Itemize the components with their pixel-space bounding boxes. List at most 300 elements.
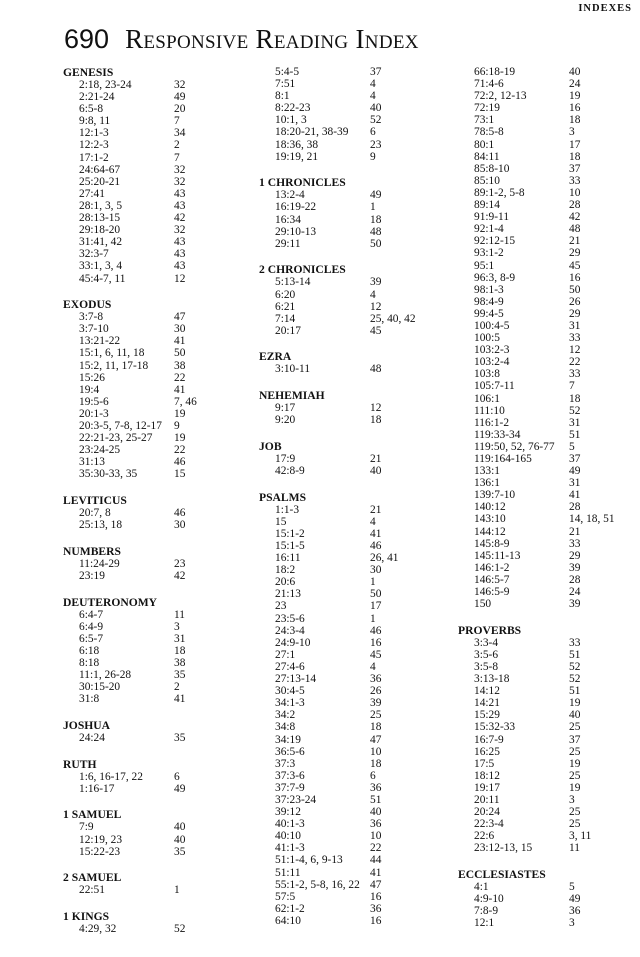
reading-number: 16: [370, 636, 382, 649]
reading-number: 31: [174, 632, 186, 645]
reading-number: 25: [569, 769, 581, 782]
index-entry: [458, 893, 638, 905]
index-entry: [458, 685, 638, 697]
index-column-1: [63, 66, 253, 949]
index-entry: [63, 347, 253, 359]
reading-number: 3: [569, 126, 575, 139]
index-entry: [458, 368, 638, 380]
reading-number: 32: [174, 163, 186, 176]
index-entry: [259, 126, 454, 138]
scripture-reference: 4:9-10: [474, 893, 504, 906]
index-entry: [458, 489, 638, 501]
reading-number: 19: [174, 432, 186, 445]
index-entry: [458, 429, 638, 441]
reading-number: 18: [569, 392, 581, 405]
scripture-reference: 27:41: [79, 187, 105, 200]
scripture-reference: 144:12: [474, 525, 506, 538]
scripture-reference: 34:2: [275, 709, 296, 722]
reading-number: 48: [370, 363, 382, 376]
scripture-reference: 103:2-4: [474, 356, 510, 369]
reading-number: 49: [569, 893, 581, 906]
scripture-reference: 12:1-3: [79, 127, 109, 140]
index-entry: [458, 806, 638, 818]
index-entry: [458, 501, 638, 513]
scripture-reference: 105:7-11: [474, 380, 515, 393]
scripture-reference: 57:5: [275, 890, 296, 903]
book-heading: 2 CHRONICLES: [259, 263, 346, 277]
reading-number: 31: [569, 477, 581, 490]
reading-number: 11: [174, 608, 185, 621]
index-entry: [259, 414, 454, 426]
scripture-reference: 18:12: [474, 769, 500, 782]
scripture-reference: 16:25: [474, 745, 500, 758]
book-heading: 2 SAMUEL: [63, 871, 122, 885]
reading-number: 35: [174, 732, 186, 744]
book-heading: RUTH: [63, 757, 97, 771]
reading-number: 43: [174, 199, 186, 212]
index-entry: [458, 917, 638, 929]
reading-number: 21: [569, 235, 581, 248]
scripture-reference: 12:19, 23: [79, 833, 123, 846]
reading-number: 48: [569, 223, 581, 236]
reading-number: 4: [370, 660, 376, 673]
scripture-reference: 12:2-3: [79, 139, 109, 152]
reading-number: 47: [370, 878, 382, 891]
book-heading: NEHEMIAH: [259, 389, 325, 403]
reading-number: 16: [370, 914, 382, 927]
reading-number: 51: [569, 648, 581, 661]
reading-number: 34: [174, 127, 186, 140]
scripture-reference: 40:1-3: [275, 818, 305, 831]
scripture-reference: 55:1-2, 5-8, 16, 22: [275, 878, 360, 891]
scripture-reference: 140:12: [474, 501, 506, 514]
reading-number: 20: [174, 103, 186, 116]
scripture-reference: 72:2, 12-13: [474, 90, 527, 103]
scripture-reference: 13:2-4: [275, 189, 305, 202]
scripture-reference: 10:1, 3: [275, 114, 307, 127]
scripture-reference: 1:6, 16-17, 22: [79, 770, 143, 783]
reading-number: 49: [370, 189, 382, 202]
reading-number: 41: [370, 866, 382, 879]
index-entry: [458, 881, 638, 893]
scripture-reference: 93:1-2: [474, 247, 504, 260]
index-entry: [458, 562, 638, 574]
index-entry: [63, 115, 253, 127]
index-entry: [63, 507, 253, 519]
reading-number: 24: [569, 586, 581, 599]
reading-number: 32: [174, 79, 186, 91]
reading-number: 4: [370, 78, 376, 91]
reading-number: 40: [370, 465, 382, 478]
scripture-reference: 28:13-15: [79, 212, 121, 225]
index-entry: [63, 188, 253, 200]
index-entry: [458, 163, 638, 175]
reading-number: 28: [569, 501, 581, 514]
scripture-reference: 24:3-4: [275, 624, 305, 637]
index-entry: [63, 771, 253, 783]
reading-number: 50: [370, 588, 382, 601]
reading-number: 37: [569, 733, 581, 746]
index-entry: [63, 570, 253, 582]
reading-number: 21: [569, 525, 581, 538]
index-entry: [63, 248, 253, 260]
index-entry: [259, 734, 454, 746]
scripture-reference: 23:24-25: [79, 444, 121, 457]
reading-number: 45: [370, 648, 382, 661]
reading-number: 40: [174, 821, 186, 834]
scripture-reference: 19:5-6: [79, 395, 109, 408]
index-entry: [458, 344, 638, 356]
book-section: [259, 440, 454, 477]
book-heading: DEUTERONOMY: [63, 595, 158, 609]
scripture-reference: 7:8-9: [474, 905, 499, 918]
scripture-reference: 64:10: [275, 914, 301, 927]
index-entry: [458, 247, 638, 259]
reading-number: 1: [370, 612, 376, 625]
book-section: [63, 910, 253, 935]
reading-number: 43: [174, 260, 186, 273]
reading-number: 52: [569, 661, 581, 673]
book-heading: 1 CHRONICLES: [259, 176, 346, 190]
index-entry: [458, 830, 638, 842]
scripture-reference: 18:2: [275, 564, 296, 577]
index-entry: [63, 821, 253, 833]
index-entry: [259, 78, 454, 90]
scripture-reference: 7:9: [79, 821, 94, 834]
book-section: [63, 596, 253, 706]
index-entry: [458, 90, 638, 102]
index-entry: [458, 308, 638, 320]
index-entry: [259, 721, 454, 733]
scripture-reference: 16:11: [275, 552, 301, 565]
scripture-reference: 6:18: [79, 644, 100, 657]
reading-number: 7: [174, 115, 180, 128]
reading-number: 2: [174, 681, 180, 694]
index-entry: [259, 226, 454, 238]
scripture-reference: 34:19: [275, 733, 301, 746]
index-entry: [259, 102, 454, 114]
index-entry: [458, 441, 638, 453]
reading-number: 5: [569, 440, 575, 453]
reading-number: 35: [174, 845, 186, 858]
index-entry: [458, 538, 638, 550]
scripture-reference: 119:164-165: [474, 453, 532, 465]
scripture-reference: 6:4-7: [79, 608, 104, 621]
index-entry: [458, 260, 638, 272]
book-section: [259, 350, 454, 375]
index-entry: [458, 782, 638, 794]
reading-number: 41: [174, 335, 186, 348]
scripture-reference: 20:6: [275, 576, 296, 589]
reading-number: 37: [370, 66, 382, 78]
index-entry: [458, 320, 638, 332]
reading-number: 10: [370, 745, 382, 758]
reading-number: 36: [370, 902, 382, 915]
index-entry: [259, 66, 454, 78]
reading-number: 12: [370, 402, 382, 415]
reading-number: 22: [569, 356, 581, 369]
scripture-reference: 28:1, 3, 5: [79, 199, 123, 212]
reading-number: 43: [174, 236, 186, 249]
scripture-reference: 15:1-5: [275, 540, 305, 552]
scripture-reference: 12:1: [474, 917, 495, 930]
scripture-reference: 19:4: [79, 383, 100, 396]
reading-number: 41: [569, 489, 581, 502]
scripture-reference: 9:17: [275, 402, 296, 415]
scripture-reference: 37:3: [275, 757, 296, 770]
scripture-reference: 15:1, 6, 11, 18: [79, 347, 145, 360]
reading-number: 22: [370, 842, 382, 855]
reading-number: 38: [174, 359, 186, 372]
scripture-reference: 145:11-13: [474, 549, 521, 562]
scripture-reference: 73:1: [474, 114, 495, 127]
scripture-reference: 8:1: [275, 90, 290, 103]
reading-number: 32: [174, 175, 186, 188]
reading-number: 18: [370, 213, 382, 226]
scripture-reference: 6:21: [275, 300, 296, 313]
scripture-reference: 15:1-2: [275, 527, 305, 540]
scripture-reference: 21:13: [275, 588, 301, 601]
index-entry: [63, 79, 253, 91]
index-entry: [63, 139, 253, 151]
scripture-reference: 39:12: [275, 806, 301, 819]
scripture-reference: 3:13-18: [474, 673, 510, 686]
index-entry: [63, 212, 253, 224]
scripture-reference: 34:1-3: [275, 697, 305, 710]
reading-number: 41: [370, 527, 382, 540]
reading-number: 31: [569, 416, 581, 429]
book-section: [63, 808, 253, 857]
index-entry: [458, 721, 638, 733]
scripture-reference: 8:22-23: [275, 102, 311, 115]
index-entry: [63, 645, 253, 657]
scripture-reference: 35:30-33, 35: [79, 468, 138, 481]
scripture-reference: 4:29, 32: [79, 923, 117, 936]
scripture-reference: 15:2, 11, 17-18: [79, 359, 149, 372]
index-entry: [259, 661, 454, 673]
index-entry: [458, 746, 638, 758]
index-entry: [63, 260, 253, 272]
reading-number: 10: [569, 186, 581, 199]
index-entry: [259, 637, 454, 649]
reading-number: 32: [174, 224, 186, 237]
reading-number: 17: [370, 600, 382, 613]
index-entry: [63, 152, 253, 164]
reading-number: 40: [569, 709, 581, 722]
book-section: [63, 66, 253, 285]
scripture-reference: 25:13, 18: [79, 519, 123, 532]
reading-number: 43: [174, 248, 186, 261]
index-entry: [259, 903, 454, 915]
index-entry: [259, 504, 454, 516]
reading-number: 33: [569, 368, 581, 381]
index-entry: [259, 465, 454, 477]
scripture-reference: 14:12: [474, 685, 500, 698]
reading-number: 40: [370, 806, 382, 819]
index-entry: [63, 273, 253, 285]
scripture-reference: 3:7-8: [79, 311, 104, 324]
scripture-reference: 24:24: [79, 732, 105, 744]
scripture-reference: 111:10: [474, 404, 505, 417]
index-entry: [458, 697, 638, 709]
index-entry: [259, 854, 454, 866]
book-section: [458, 66, 638, 610]
scripture-reference: 13:21-22: [79, 335, 121, 348]
book-heading: GENESIS: [63, 66, 114, 79]
index-entry: [458, 453, 638, 465]
index-entry: [63, 693, 253, 705]
book-section: [63, 719, 253, 744]
scripture-reference: 30:4-5: [275, 685, 305, 698]
scripture-reference: 16:34: [275, 213, 301, 226]
reading-number: 37: [569, 453, 581, 465]
reading-number: 1: [370, 201, 376, 214]
scripture-reference: 17:1-2: [79, 151, 109, 164]
scripture-reference: 1:16-17: [79, 782, 115, 795]
reading-number: 3: [569, 917, 575, 930]
reading-number: 3, 11: [569, 830, 592, 843]
index-entry: [63, 558, 253, 570]
index-entry: [259, 600, 454, 612]
index-entry: [458, 842, 638, 854]
scripture-reference: 72:19: [474, 102, 500, 115]
scripture-reference: 71:4-6: [474, 78, 504, 91]
scripture-reference: 33:1, 3, 4: [79, 260, 123, 273]
reading-number: 14, 18, 51: [569, 513, 615, 526]
scripture-reference: 96:3, 8-9: [474, 271, 516, 284]
book-heading: PSALMS: [259, 490, 307, 504]
index-entry: [259, 453, 454, 465]
index-entry: [63, 519, 253, 531]
scripture-reference: 89:1-2, 5-8: [474, 186, 525, 199]
reading-number: 11: [569, 842, 580, 855]
scripture-reference: 51:1-4, 6, 9-13: [275, 854, 343, 867]
scripture-reference: 18:20-21, 38-39: [275, 126, 349, 139]
reading-number: 4: [370, 515, 376, 528]
index-entry: [458, 673, 638, 685]
scripture-reference: 6:5-7: [79, 632, 104, 645]
reading-number: 38: [174, 657, 186, 670]
reading-number: 26, 41: [370, 552, 399, 565]
scripture-reference: 146:1-2: [474, 561, 510, 574]
scripture-reference: 27:1: [275, 648, 296, 661]
reading-number: 1: [174, 884, 180, 897]
index-entry: [63, 432, 253, 444]
reading-number: 22: [174, 444, 186, 457]
book-section: [458, 868, 638, 929]
index-entry: [63, 456, 253, 468]
index-entry: [63, 91, 253, 103]
scripture-reference: 29:18-20: [79, 224, 121, 237]
reading-number: 31: [569, 319, 581, 332]
index-entry: [63, 323, 253, 335]
index-entry: [63, 681, 253, 693]
book-heading: PROVERBS: [458, 623, 522, 637]
reading-number: 28: [569, 573, 581, 586]
index-entry: [458, 284, 638, 296]
scripture-reference: 9:20: [275, 414, 296, 427]
reading-number: 25: [569, 806, 581, 819]
reading-number: 18: [174, 644, 186, 657]
scripture-reference: 20:3-5, 7-8, 12-17: [79, 420, 162, 433]
index-entry: [259, 685, 454, 697]
index-entry: [63, 732, 253, 744]
book-section: [259, 263, 454, 336]
scripture-reference: 91:9-11: [474, 211, 510, 224]
reading-number: 42: [174, 212, 186, 225]
index-entry: [63, 236, 253, 248]
reading-number: 36: [569, 905, 581, 918]
index-column-3: [458, 66, 638, 943]
scripture-reference: 20:1-3: [79, 407, 109, 420]
scripture-reference: 3:5-6: [474, 648, 499, 661]
scripture-reference: 20:17: [275, 324, 301, 337]
book-section: [63, 545, 253, 582]
reading-number: 36: [370, 781, 382, 794]
reading-number: 12: [569, 344, 581, 357]
index-entry: [63, 834, 253, 846]
index-entry: [259, 879, 454, 891]
scripture-reference: 6:20: [275, 288, 296, 301]
scripture-reference: 29:10-13: [275, 225, 317, 238]
scripture-reference: 23:5-6: [275, 612, 305, 625]
reading-number: 41: [174, 693, 186, 706]
scripture-reference: 6:4-9: [79, 620, 104, 633]
scripture-reference: 92:12-15: [474, 235, 516, 248]
index-entry: [458, 78, 638, 90]
scripture-reference: 37:7-9: [275, 781, 305, 794]
reading-number: 16: [569, 271, 581, 284]
index-entry: [458, 598, 638, 610]
index-entry: [458, 818, 638, 830]
scripture-reference: 106:1: [474, 392, 500, 405]
scripture-reference: 16:19-22: [275, 201, 317, 214]
index-entry: [458, 574, 638, 586]
index-entry: [63, 783, 253, 795]
index-entry: [63, 468, 253, 480]
reading-number: 17: [569, 138, 581, 151]
index-entry: [458, 649, 638, 661]
index-entry: [259, 649, 454, 661]
reading-number: 52: [370, 114, 382, 127]
reading-number: 16: [569, 102, 581, 115]
index-entry: [458, 102, 638, 114]
scripture-reference: 6:5-8: [79, 103, 104, 116]
book-heading: ECCLESIASTES: [458, 868, 546, 882]
scripture-reference: 80:1: [474, 138, 495, 151]
scripture-reference: 45:4-7, 11: [79, 272, 126, 285]
reading-number: 28: [569, 199, 581, 212]
index-entry: [458, 296, 638, 308]
index-entry: [63, 633, 253, 645]
reading-number: 43: [174, 187, 186, 200]
index-entry: [259, 90, 454, 102]
reading-number: 46: [370, 540, 382, 552]
index-entry: [63, 408, 253, 420]
scripture-reference: 37:3-6: [275, 769, 305, 782]
reading-number: 46: [174, 507, 186, 520]
index-entry: [63, 384, 253, 396]
book-heading: 1 KINGS: [63, 910, 110, 924]
index-entry: [259, 625, 454, 637]
index-entry: [259, 588, 454, 600]
index-entry: [63, 846, 253, 858]
index-entry: [458, 405, 638, 417]
index-entry: [458, 526, 638, 538]
scripture-reference: 150: [474, 598, 492, 611]
reading-number: 30: [370, 564, 382, 577]
index-entry: [458, 356, 638, 368]
